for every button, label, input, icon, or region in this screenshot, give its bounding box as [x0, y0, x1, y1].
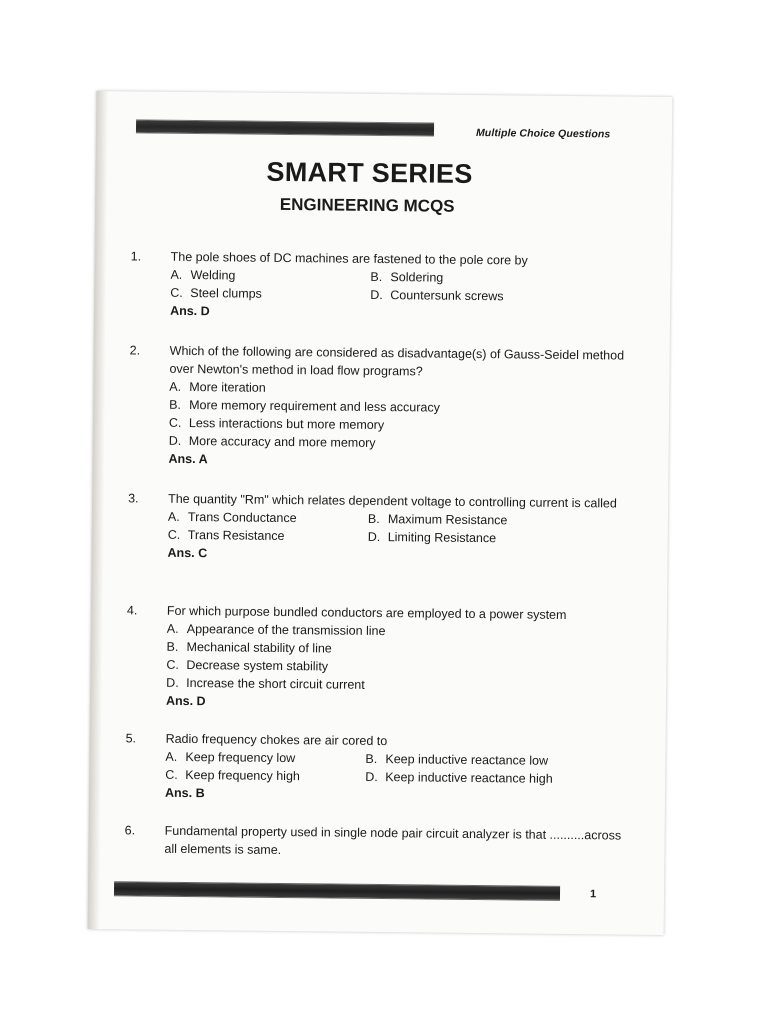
option-letter: D. — [166, 675, 179, 690]
option-d — [370, 286, 590, 306]
option-text: Keep inductive reactance high — [385, 770, 553, 786]
option-letter: A. — [166, 621, 179, 636]
option-text: Limiting Resistance — [387, 530, 497, 546]
page-subtitle: ENGINEERING MCQS — [279, 194, 455, 216]
option-text: Maximum Resistance — [387, 512, 508, 528]
option-text: Welding — [190, 268, 236, 283]
option-text: Mechanical stability of line — [186, 639, 332, 656]
option-a — [170, 266, 370, 286]
answer: Ans. D — [165, 693, 206, 709]
option-text: Keep frequency low — [185, 749, 296, 766]
option-text: More iteration — [189, 379, 266, 395]
option-letter: B. — [166, 639, 179, 654]
question-4 — [126, 601, 627, 714]
option-text: Trans Conductance — [187, 509, 297, 526]
header-decorative-bar — [136, 119, 434, 136]
option-letter: B. — [365, 751, 378, 766]
option-a — [165, 748, 365, 768]
option-text: Decrease system stability — [186, 657, 329, 674]
header-label: Multiple Choice Questions — [475, 126, 611, 141]
option-letter: D. — [168, 433, 182, 448]
question-text: Radio frequency chokes are air cored to — [165, 731, 388, 749]
question-5 — [125, 729, 626, 806]
option-letter: B. — [169, 397, 182, 412]
option-text: More memory requirement and less accuracy — [189, 397, 440, 415]
answer: Ans. C — [167, 545, 208, 561]
option-text: Keep frequency high — [185, 767, 300, 784]
question-number: 2. — [129, 343, 141, 358]
answer: Ans. A — [168, 451, 208, 467]
option-letter: D. — [365, 769, 378, 784]
option-b — [365, 750, 585, 770]
option-letter: C. — [166, 657, 179, 672]
option-c — [165, 766, 365, 786]
question-number: 3. — [128, 491, 139, 506]
option-d — [368, 528, 588, 548]
option-b — [368, 510, 588, 530]
option-d — [365, 768, 585, 788]
option-letter: C. — [165, 767, 178, 782]
page-title: SMART SERIES — [266, 156, 473, 189]
page-number: 1 — [589, 888, 597, 901]
question-text: Fundamental property used in single node pair circuit analyzer is that ..........across all elements is same. — [164, 823, 622, 857]
answer: Ans. B — [164, 785, 205, 801]
question-2 — [128, 341, 629, 472]
option-text: Soldering — [390, 270, 444, 285]
option-letter: D. — [370, 287, 383, 303]
option-letter: A. — [169, 379, 182, 394]
options-grid — [168, 508, 628, 549]
options-grid — [165, 748, 625, 789]
footer-decorative-bar — [114, 881, 560, 901]
option-c — [170, 284, 370, 304]
question-6 — [124, 821, 624, 862]
option-letter: A. — [170, 267, 183, 282]
question-text: The quantity "Rm" which relates dependent voltage to controlling current is called — [168, 491, 617, 511]
option-text: More accuracy and more memory — [188, 433, 376, 450]
question-text: For which purpose bundled conductors are employed to a power system — [166, 603, 567, 622]
question-text: Which of the following are considered as disadvantage(s) of Gauss-Seidel method over Newton's method in load flow programs? — [169, 343, 625, 379]
option-letter: B. — [367, 511, 380, 526]
question-number: 4. — [126, 603, 138, 618]
option-letter: A. — [165, 749, 178, 764]
option-text: Steel clumps — [190, 286, 262, 301]
option-text: Less interactions but more memory — [188, 415, 385, 433]
answer: Ans. D — [170, 303, 210, 319]
option-b — [370, 268, 590, 288]
question-number: 6. — [124, 823, 136, 838]
option-text: Countersunk screws — [390, 288, 504, 304]
option-a — [168, 508, 368, 528]
question-number: 5. — [125, 731, 137, 746]
question-number: 1. — [130, 249, 142, 264]
question-3 — [127, 489, 628, 566]
option-text: Appearance of the transmission line — [186, 621, 386, 639]
option-text: Trans Resistance — [187, 527, 285, 544]
option-letter: B. — [370, 269, 383, 285]
option-letter: D. — [367, 529, 381, 545]
options-grid — [170, 266, 630, 307]
option-c — [168, 526, 368, 546]
option-letter: C. — [170, 285, 183, 300]
option-letter: C. — [168, 415, 182, 430]
question-1 — [130, 247, 631, 324]
option-text: Increase the short circuit current — [186, 675, 365, 692]
option-text: Keep inductive reactance low — [385, 752, 549, 768]
question-text: The pole shoes of DC machines are fastened to the pole core by — [170, 249, 528, 268]
page-shadow-edge — [88, 91, 109, 929]
document-page — [88, 91, 673, 935]
option-letter: C. — [167, 527, 181, 542]
option-letter: A. — [167, 509, 180, 524]
